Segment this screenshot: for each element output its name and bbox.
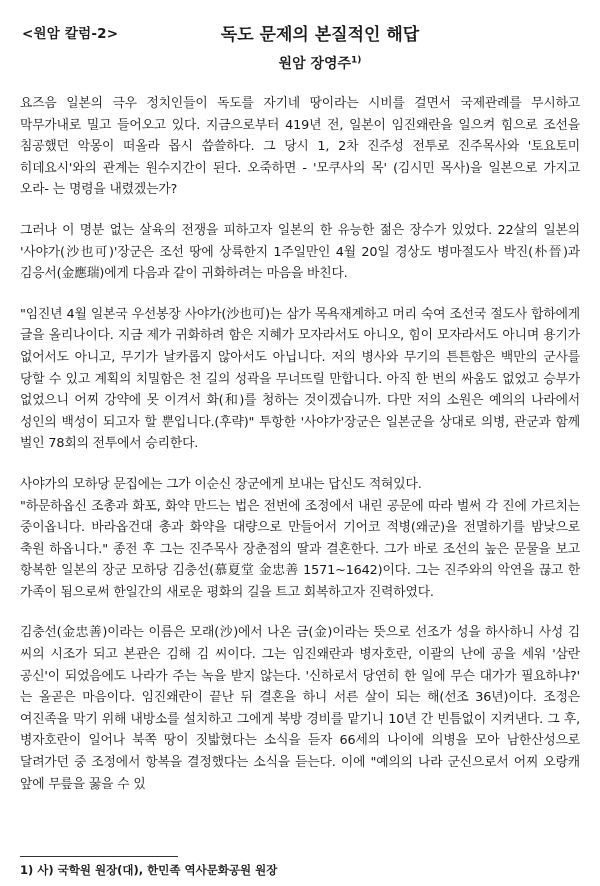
footnote-marker: 1) <box>351 55 362 66</box>
author-line <box>0 53 600 73</box>
footnote-text: 1) 사) 국학원 원장(대), 한민족 역사문화공원 원장 <box>20 863 278 877</box>
paragraph-surrender-letter: "임진년 4월 일본국 우선봉장 사야가(沙也可)는 삼가 목욕재계하고 머리 숙여 조선국 절도사 합하에게 글을 올리나이다. 지금 제가 귀화하려 함은 지혜가 모자라서도 아니오, 힘이 모자라서도 아니며 용기가 없어서도 아니고, 무기가 날카롭지 않아서도 아닙니다. 저의 병사와 무기의 튼튼함은 백만의 군사를 당할 수 있고 계획의 치밀함은 천 길의 성곽을 무너뜨릴 만합니다. 아직 한 번의 싸움도 없었고 승부가 없었으니 어찌 강약에 못 이겨서 화(和)를 청하는 것이겠습니까. 다만 저의 소원은 예의의 나라에서 성인의 백성이 되고자 할 뿐입니다.(후략)" 투항한 '사야가'장군은 일본군을 상대로 의병, 관군과 함께 벌인 78회의 전투에서 승리한다. <box>20 306 580 452</box>
footnote-divider <box>20 856 178 857</box>
paragraph-munjip-note: 사야가의 모하당 문집에는 그가 이순신 장군에게 보내는 답신도 적혀있다. <box>20 476 422 492</box>
article-body <box>20 93 580 814</box>
series-label: <원암 칼럼-2> <box>22 26 119 42</box>
paragraph-kim-chungseon: 김충선(金忠善)이라는 이름은 모래(沙)에서 나온 금(金)이라는 뜻으로 선조가 성을 하사하니 사성 김 씨의 시조가 되고 본관은 김해 김 씨이다. 그는 임진왜란과 병자호란, 이괄의 난에 공을 세워 '삼란 공신'이 되었음에도 나라가 주는 녹을 받지 않는다. '신하로서 당연히 한 일에 무슨 대가가 필요하냐?' 는 올곧은 마음이다. 임진왜란이 끝난 뒤 결혼을 하니 서른 살이 되는 해(선조 36년)이다. 조정은 여진족을 막기 위해 내방소를 설치하고 그에게 북방 경비를 맡기니 10년 간 빈틈없이 지켜낸다. 그 후, 병자호란이 일어나 북쪽 땅이 짓밟혔다는 소식을 듣자 66세의 나이에 의병을 모아 남한산성으로 달려가던 중 조정에서 항복을 결정했다는 소식을 듣는다. 이에 "예의의 나라 군신으로서 어찌 오랑캐 앞에 무릎을 꿇을 수 있 <box>20 625 580 792</box>
author-name: 원암 장영주 <box>278 56 352 72</box>
paragraph-reply-letter: "하문하옵신 조총과 화포, 화약 만드는 법은 전번에 조정에서 내린 공문에 따라 벌써 각 진에 가르치는 중이옵니다. 바라옵건대 총과 화약을 대량으로 만들어서 기어코 적병(왜군)을 전멸하기를 밤낮으로 축원 하옵니다." 종전 후 그는 진주목사 장춘점의 딸과 결혼한다. 그가 바로 조선의 높은 문물을 보고 항복한 일본의 장군 모하당 김충선(慕夏堂 金忠善 1571~1642)이다. 그는 진주와의 악연을 끊고 한 가족이 됨으로써 한일간의 새로운 평화의 길을 트고 회복하고자 진력하였다. <box>20 498 580 600</box>
article-title: 독도 문제의 본질적인 해답 <box>220 25 420 45</box>
paragraph-intro: 요즈음 일본의 극우 정치인들이 독도를 자기네 땅이라는 시비를 걸면서 국제관례를 무시하고 막무가내로 밀고 들어오고 있다. 지금으로부터 419년 전, 일본이 임진왜란을 일으켜 힘으로 조선을 침공했던 악몽이 떠올라 몹시 씁쓸하다. 그 당시 1, 2차 진주성 전투로 진주목사와 '토요토미 히데요시'와의 관계는 원수지간이 된다. 오죽하면 - '모쿠사의 목' (김시민 목사)을 일본으로 가지고 오라- 는 명령을 내렸겠는가? <box>20 96 580 198</box>
paragraph-sayaga-intro: 그러나 이 명분 없는 살육의 전쟁을 피하고자 일본의 한 유능한 젊은 장수가 있었다. 22살의 일본의 '사야가(沙也可)'장군은 조선 땅에 상륙한지 1주일만인 4월 20일 경상도 병마절도사 박진(朴晉)과 김응서(金應瑞)에게 다음과 같이 귀화하려는 마음을 바친다. <box>20 222 580 282</box>
